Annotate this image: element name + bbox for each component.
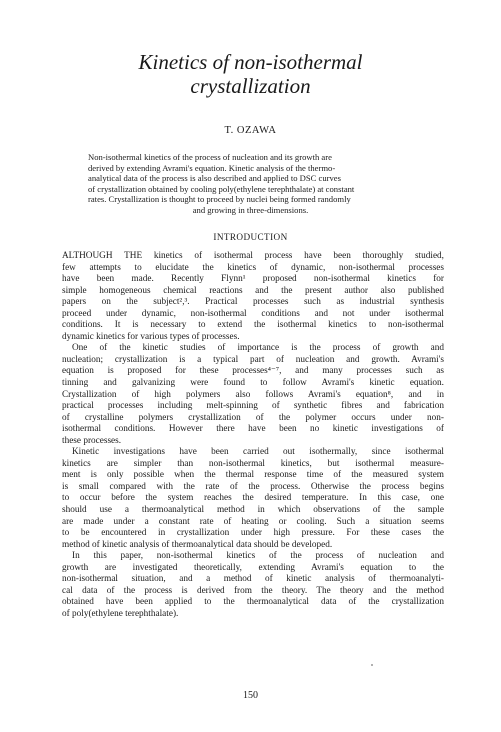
speck [371, 664, 373, 666]
abstract-line: and growing in three-dimensions. [192, 204, 309, 215]
body-line: dynamic kinetics for various types of processes. [62, 331, 240, 342]
body-line: these processes. [62, 435, 122, 446]
body-line: to occur before the system reaches the desired temperature. In this case, one [62, 493, 444, 504]
body-line: to be encountered in crystallization under high pressure. For these cases the [62, 528, 444, 539]
body-line: nucleation; crystallization is a typical part of nucleation and growth. Avrami's [62, 354, 444, 365]
body-line: isothermal conditions. However there have been no kinetic investigations of [62, 424, 444, 435]
body-line: are made under a constant rate of heating or cooling. Such a situation seems [62, 516, 444, 527]
body-line: ALTHOUGH THE kinetics of isothermal process have been thoroughly studied, [62, 251, 444, 261]
body-line: kinetics are simpler than non-isothermal kinetics, but isothermal measure- [62, 458, 444, 469]
body-line: conditions. It is necessary to extend the isothermal kinetics to non-isothermal [62, 320, 444, 331]
body-text [62, 251, 444, 621]
body-line: One of the kinetic studies of importance is the process of growth and [72, 343, 444, 354]
body-line: tinning and galvanizing were found to follow Avrami's kinetic equation. [62, 378, 444, 389]
abstract-line: derived by extending Avrami's equation. Kinetic analysis of the thermo- [88, 162, 336, 173]
body-line: have been made. Recently Flynn¹ proposed non-isothermal kinetics for [62, 274, 444, 285]
body-line: non-isothermal situation, and a method of kinetic analysis of thermoanalyti- [62, 574, 444, 585]
body-line: of poly(ethylene terephthalate). [62, 608, 179, 619]
body-line: method of kinetic analysis of thermoanalytical data should be developed. [62, 539, 333, 550]
abstract-line: rates. Crystallization is thought to proceed by nuclei being formed randomly [88, 194, 351, 205]
body-line: obtained have been applied to the thermoanalytical data of the crystallization [62, 597, 444, 608]
body-line: of crystalline polymers crystallization of the polymer occurs under non- [62, 412, 444, 423]
body-line: is small compared with the rate of the process. Otherwise the process begins [62, 481, 444, 492]
body-line: should use a thermoanalytical method in which observations of the sample [62, 505, 444, 516]
body-line: ment is only possible when the thermal response time of the measured system [62, 470, 444, 481]
section-heading: INTRODUCTION [213, 232, 288, 242]
body-line: proceed under dynamic, non-isothermal conditions and not under isothermal [62, 308, 444, 319]
title-line-1: Kinetics of non-isothermal [138, 50, 363, 74]
abstract-line: Non-isothermal kinetics of the process of nucleation and its growth are [88, 152, 332, 162]
body-line: papers on the subject²,³. Practical processes such as industrial synthesis [62, 297, 444, 308]
body-line: simple homogeneous chemical reactions and the present author also published [62, 285, 444, 296]
abstract [88, 152, 413, 216]
body-line: practical processes including melt-spinning of synthetic fibres and fabrication [62, 401, 444, 412]
abstract-line: analytical data of the process is also described and applied to DSC curves [88, 173, 341, 184]
body-line: cal data of the process is derived from the theory. The theory and the method [62, 585, 444, 596]
body-line: Crystallization of high polymers also follows Avrami's equation⁸, and in [62, 389, 444, 400]
body-line: In this paper, non-isothermal kinetics of the process of nucleation and [72, 551, 444, 562]
body-line: growth are investigated theoretically, extending Avrami's equation to the [62, 562, 444, 573]
author-name: T. OZAWA [224, 125, 277, 136]
body-line: few attempts to elucidate the kinetics of dynamic, non-isothermal processes [62, 262, 444, 273]
article-title [60, 50, 441, 98]
title-line-2: crystallization [190, 74, 311, 98]
abstract-line: of crystallization obtained by cooling poly(ethylene terephthalate) at constant [88, 183, 355, 194]
page-number: 150 [243, 690, 258, 701]
body-line: Kinetic investigations have been carried out isothermally, since isothermal [72, 447, 444, 458]
body-line: equation is proposed for these processes⁴⁻⁷, and many processes such as [62, 366, 444, 377]
